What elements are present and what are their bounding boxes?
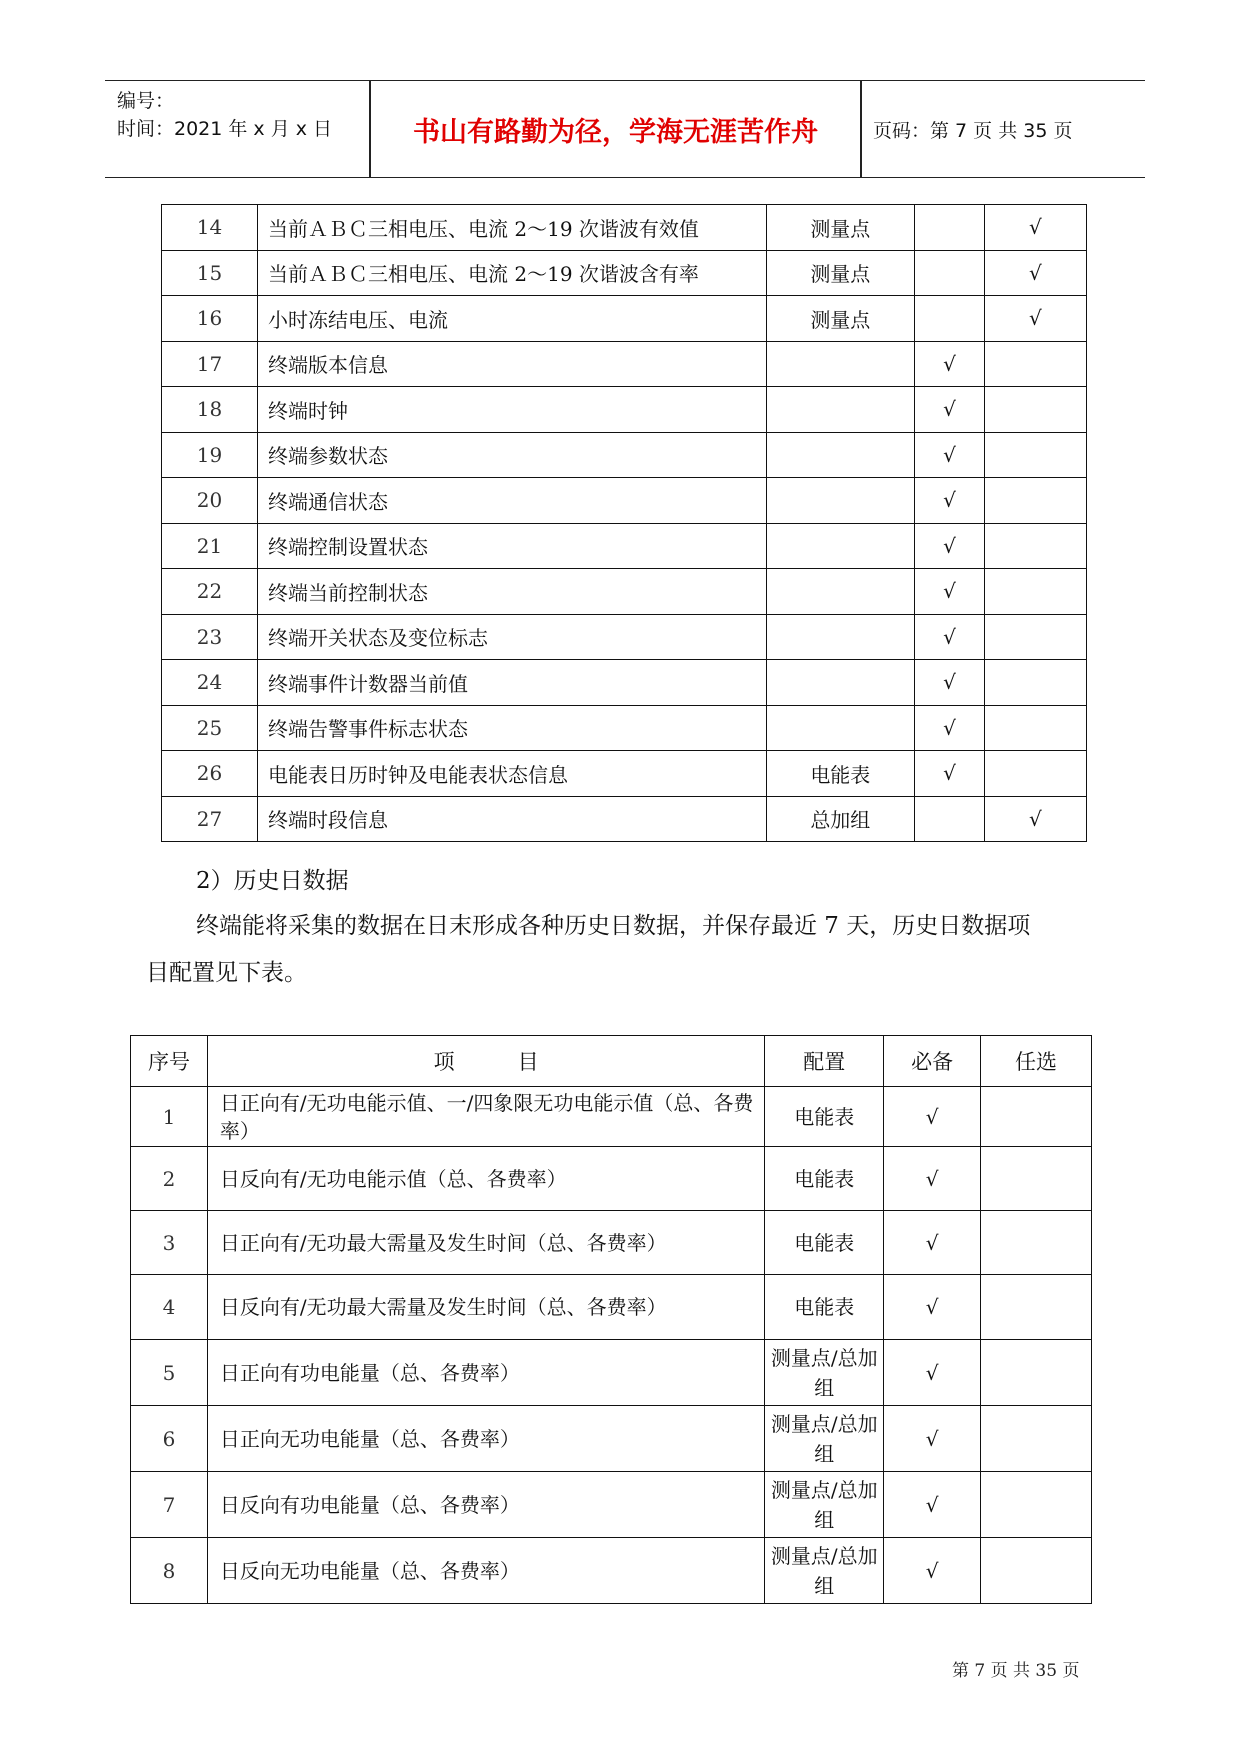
row-required: √ bbox=[915, 341, 985, 387]
row-config: 电能表 bbox=[765, 1087, 884, 1147]
table-row bbox=[131, 1087, 1092, 1147]
row-required: √ bbox=[915, 478, 985, 524]
row-optional bbox=[984, 751, 1086, 797]
row-required: √ bbox=[884, 1275, 981, 1340]
header-item: 项 目 bbox=[207, 1036, 764, 1087]
row-number: 15 bbox=[162, 250, 258, 296]
row-required: √ bbox=[884, 1211, 981, 1275]
page-footer-number: 第 7 页 共 35 页 bbox=[952, 1661, 1080, 1681]
row-item: 终端通信状态 bbox=[258, 478, 766, 524]
row-config: 测量点/总加组 bbox=[765, 1538, 884, 1604]
row-optional bbox=[981, 1211, 1092, 1275]
row-number: 20 bbox=[162, 478, 258, 524]
row-config bbox=[766, 387, 915, 433]
table-row bbox=[131, 1147, 1092, 1211]
row-number: 24 bbox=[162, 660, 258, 706]
row-optional bbox=[984, 614, 1086, 660]
header-config: 配置 bbox=[765, 1036, 884, 1087]
row-number: 3 bbox=[131, 1211, 208, 1275]
row-optional bbox=[981, 1472, 1092, 1538]
row-item: 电能表日历时钟及电能表状态信息 bbox=[258, 751, 766, 797]
row-number: 27 bbox=[162, 796, 258, 842]
table-row bbox=[131, 1472, 1092, 1538]
row-item: 日正向有功电能量（总、各费率） bbox=[207, 1340, 764, 1406]
row-config: 测量点 bbox=[766, 205, 915, 251]
table-row bbox=[162, 705, 1087, 751]
row-required: √ bbox=[915, 614, 985, 660]
row-optional bbox=[981, 1538, 1092, 1604]
page-header bbox=[105, 80, 1145, 178]
history-daily-data-table bbox=[130, 1035, 1092, 1604]
row-required: √ bbox=[884, 1087, 981, 1147]
row-required bbox=[915, 250, 985, 296]
row-number: 14 bbox=[162, 205, 258, 251]
row-required bbox=[915, 796, 985, 842]
row-item: 终端开关状态及变位标志 bbox=[258, 614, 766, 660]
row-item: 终端时段信息 bbox=[258, 796, 766, 842]
row-item: 当前ＡＢＣ三相电压、电流 2～19 次谐波含有率 bbox=[258, 250, 766, 296]
row-required: √ bbox=[915, 705, 985, 751]
row-number: 8 bbox=[131, 1538, 208, 1604]
row-config: 电能表 bbox=[765, 1147, 884, 1211]
row-optional bbox=[984, 478, 1086, 524]
table-row bbox=[162, 569, 1087, 615]
header-required: 必备 bbox=[884, 1036, 981, 1087]
row-optional bbox=[981, 1406, 1092, 1472]
row-item: 终端事件计数器当前值 bbox=[258, 660, 766, 706]
header-divider bbox=[860, 81, 862, 177]
row-optional bbox=[984, 569, 1086, 615]
table-row bbox=[131, 1340, 1092, 1406]
header-motto: 书山有路勤为径，学海无涯苦作舟 bbox=[413, 116, 818, 148]
row-item: 日正向有/无功电能示值、一/四象限无功电能示值（总、各费率） bbox=[207, 1087, 764, 1147]
row-required: √ bbox=[884, 1406, 981, 1472]
table-row bbox=[131, 1538, 1092, 1604]
table-row bbox=[162, 432, 1087, 478]
row-config bbox=[766, 614, 915, 660]
row-optional bbox=[984, 387, 1086, 433]
row-optional bbox=[984, 660, 1086, 706]
row-required: √ bbox=[915, 523, 985, 569]
table-row bbox=[162, 387, 1087, 433]
row-optional: √ bbox=[984, 250, 1086, 296]
row-config bbox=[766, 478, 915, 524]
row-optional: √ bbox=[984, 205, 1086, 251]
row-item: 终端当前控制状态 bbox=[258, 569, 766, 615]
row-required: √ bbox=[915, 569, 985, 615]
row-config: 测量点 bbox=[766, 250, 915, 296]
row-number: 16 bbox=[162, 296, 258, 342]
row-required: √ bbox=[884, 1147, 981, 1211]
row-required bbox=[915, 205, 985, 251]
row-config: 测量点 bbox=[766, 296, 915, 342]
row-number: 19 bbox=[162, 432, 258, 478]
row-number: 26 bbox=[162, 751, 258, 797]
row-required: √ bbox=[915, 660, 985, 706]
row-item: 终端版本信息 bbox=[258, 341, 766, 387]
row-config bbox=[766, 432, 915, 478]
row-config bbox=[766, 523, 915, 569]
document-number-label: 编号： bbox=[117, 90, 175, 112]
row-item: 日反向有/无功最大需量及发生时间（总、各费率） bbox=[207, 1275, 764, 1340]
row-number: 2 bbox=[131, 1147, 208, 1211]
header-optional: 任选 bbox=[981, 1036, 1092, 1087]
row-config: 电能表 bbox=[765, 1275, 884, 1340]
document-time-label: 时间：2021 年 x 月 x 日 bbox=[117, 118, 333, 140]
row-item: 终端告警事件标志状态 bbox=[258, 705, 766, 751]
header-no: 序号 bbox=[131, 1036, 208, 1087]
row-required: √ bbox=[884, 1472, 981, 1538]
table-row bbox=[162, 341, 1087, 387]
row-config: 测量点/总加组 bbox=[765, 1472, 884, 1538]
row-optional bbox=[984, 705, 1086, 751]
table-row bbox=[162, 796, 1087, 842]
row-optional: √ bbox=[984, 296, 1086, 342]
table-row bbox=[131, 1406, 1092, 1472]
row-number: 1 bbox=[131, 1087, 208, 1147]
table-row bbox=[162, 751, 1087, 797]
row-config bbox=[766, 569, 915, 615]
row-optional bbox=[984, 341, 1086, 387]
row-config: 电能表 bbox=[766, 751, 915, 797]
row-item: 日正向无功电能量（总、各费率） bbox=[207, 1406, 764, 1472]
table-row bbox=[162, 523, 1087, 569]
table-header-row bbox=[131, 1036, 1092, 1087]
row-item: 终端参数状态 bbox=[258, 432, 766, 478]
row-number: 25 bbox=[162, 705, 258, 751]
table-row bbox=[162, 296, 1087, 342]
table-row bbox=[162, 205, 1087, 251]
realtime-data-table bbox=[161, 204, 1087, 842]
table-row bbox=[162, 614, 1087, 660]
row-optional bbox=[981, 1147, 1092, 1211]
row-config: 测量点/总加组 bbox=[765, 1340, 884, 1406]
row-optional bbox=[984, 523, 1086, 569]
row-item: 终端控制设置状态 bbox=[258, 523, 766, 569]
row-required bbox=[915, 296, 985, 342]
section-body-line: 终端能将采集的数据在日末形成各种历史日数据，并保存最近 7 天，历史日数据项 bbox=[196, 913, 1031, 939]
table-row bbox=[162, 250, 1087, 296]
row-item: 日反向无功电能量（总、各费率） bbox=[207, 1538, 764, 1604]
row-optional bbox=[981, 1275, 1092, 1340]
row-config bbox=[766, 660, 915, 706]
row-required: √ bbox=[915, 432, 985, 478]
row-number: 4 bbox=[131, 1275, 208, 1340]
row-number: 21 bbox=[162, 523, 258, 569]
row-optional bbox=[981, 1340, 1092, 1406]
row-config bbox=[766, 341, 915, 387]
row-optional bbox=[984, 432, 1086, 478]
section-title: 2）历史日数据 bbox=[196, 868, 349, 894]
header-meta bbox=[117, 87, 367, 143]
row-number: 5 bbox=[131, 1340, 208, 1406]
table-row bbox=[131, 1275, 1092, 1340]
row-number: 22 bbox=[162, 569, 258, 615]
header-page-number: 页码：第 7 页 共 35 页 bbox=[873, 119, 1073, 142]
row-item: 小时冻结电压、电流 bbox=[258, 296, 766, 342]
row-item: 日反向有功电能量（总、各费率） bbox=[207, 1472, 764, 1538]
row-config: 测量点/总加组 bbox=[765, 1406, 884, 1472]
row-optional: √ bbox=[984, 796, 1086, 842]
row-required: √ bbox=[915, 751, 985, 797]
row-number: 7 bbox=[131, 1472, 208, 1538]
row-number: 17 bbox=[162, 341, 258, 387]
row-optional bbox=[981, 1087, 1092, 1147]
table-row bbox=[131, 1211, 1092, 1275]
row-item: 日正向有/无功最大需量及发生时间（总、各费率） bbox=[207, 1211, 764, 1275]
row-required: √ bbox=[884, 1538, 981, 1604]
row-number: 18 bbox=[162, 387, 258, 433]
row-item: 当前ＡＢＣ三相电压、电流 2～19 次谐波有效值 bbox=[258, 205, 766, 251]
table-row bbox=[162, 478, 1087, 524]
row-number: 6 bbox=[131, 1406, 208, 1472]
table-row bbox=[162, 660, 1087, 706]
row-required: √ bbox=[915, 387, 985, 433]
row-config: 总加组 bbox=[766, 796, 915, 842]
row-item: 日反向有/无功电能示值（总、各费率） bbox=[207, 1147, 764, 1211]
row-item: 终端时钟 bbox=[258, 387, 766, 433]
row-number: 23 bbox=[162, 614, 258, 660]
section-body-line: 目配置见下表。 bbox=[146, 960, 307, 986]
row-required: √ bbox=[884, 1340, 981, 1406]
row-config: 电能表 bbox=[765, 1211, 884, 1275]
row-config bbox=[766, 705, 915, 751]
